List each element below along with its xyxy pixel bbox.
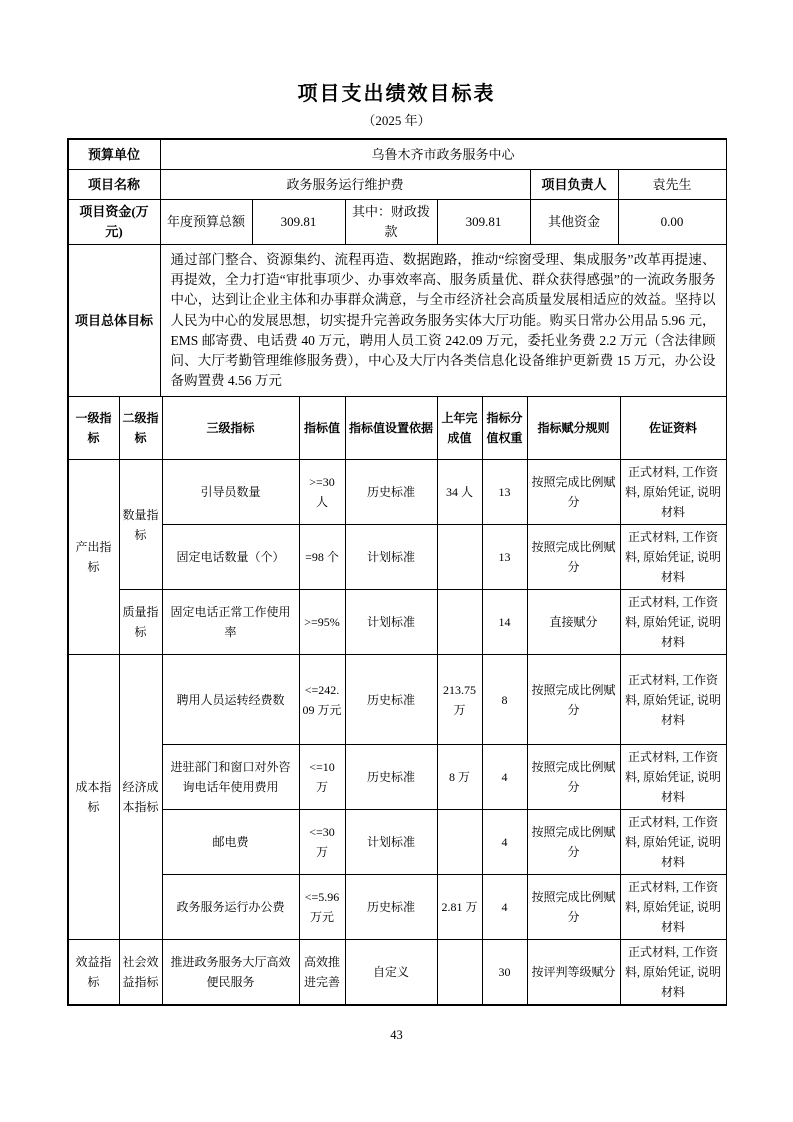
table-row <box>68 745 726 810</box>
table-row <box>68 590 726 655</box>
table-row <box>68 655 726 745</box>
table-row <box>68 940 726 1005</box>
budget-unit-value: 乌鲁木齐市政务服务中心 <box>160 140 726 170</box>
indicator-value: <=242.09 万元 <box>299 655 345 745</box>
table-row <box>68 200 726 245</box>
page-subtitle: （2025 年） <box>362 113 431 128</box>
indicator-name: 聘用人员运转经费数 <box>162 655 299 745</box>
indicator-previous <box>437 940 482 1005</box>
indicator-rule: 按照完成比例赋分 <box>527 655 620 745</box>
project-funds-label: 项目资金(万元) <box>68 200 160 245</box>
col-header-weight: 指标分值权重 <box>482 397 527 460</box>
indicator-weight: 4 <box>482 810 527 875</box>
indicator-name: 引导员数量 <box>162 460 299 525</box>
indicator-weight: 14 <box>482 590 527 655</box>
indicator-table <box>68 396 727 1005</box>
col-header-level3: 三级指标 <box>162 397 299 460</box>
indicator-weight: 4 <box>482 875 527 940</box>
budget-unit-label: 预算单位 <box>68 140 160 170</box>
indicator-weight: 30 <box>482 940 527 1005</box>
indicator-name: 邮电费 <box>162 810 299 875</box>
indicator-basis: 计划标准 <box>345 590 437 655</box>
indicator-previous <box>437 525 482 590</box>
indicator-weight: 8 <box>482 655 527 745</box>
indicator-value: <=30 万 <box>299 810 345 875</box>
indicator-previous: 2.81 万 <box>437 875 482 940</box>
level2-economic-cost: 经济成本指标 <box>119 655 162 940</box>
indicator-basis: 历史标准 <box>345 875 437 940</box>
level1-cost: 成本指标 <box>68 655 119 940</box>
indicator-weight: 4 <box>482 745 527 810</box>
indicator-basis: 计划标准 <box>345 525 437 590</box>
indicator-evidence: 正式材料, 工作资料, 原始凭证, 说明材料 <box>620 875 726 940</box>
col-header-evidence: 佐证资料 <box>620 397 726 460</box>
table-row <box>68 810 726 875</box>
indicator-value: =98 个 <box>299 525 345 590</box>
annual-budget-label: 年度预算总额 <box>160 200 252 245</box>
fiscal-allocation-value: 309.81 <box>437 200 530 245</box>
indicator-evidence: 正式材料, 工作资料, 原始凭证, 说明材料 <box>620 525 726 590</box>
indicator-basis: 历史标准 <box>345 745 437 810</box>
project-name-label: 项目名称 <box>68 170 160 200</box>
indicator-previous: 8 万 <box>437 745 482 810</box>
overall-goal-text: 通过部门整合、资源集约、流程再造、数据跑路，推动“综窗受理、集成服务”改革再提速、再提效，全力打造“审批事项少、办事效率高、服务质量优、群众获得感强”的一流政务服务中心，达到让企业主体和办事群众满意，与全市经济社会高质量发展相适应的效益。坚持以人民为中心的发展思想，切实提升完善政务服务实体大厅功能。购买日常办公用品 5.96 元，EMS 邮寄费、电话费 40 万元，聘用人员工资 242.09 万元，委托业务费 2.2 万元（含法律顾问、大厅考勤管理维修服务费），中心及大厅内各类信息化设备维护更新费 15 万元，办公设备购置费 4.56 万元 <box>160 245 726 397</box>
indicator-evidence: 正式材料, 工作资料, 原始凭证, 说明材料 <box>620 460 726 525</box>
indicator-basis: 历史标准 <box>345 460 437 525</box>
indicator-name: 进驻部门和窗口对外咨询电话年使用费用 <box>162 745 299 810</box>
indicator-name: 固定电话数量（个） <box>162 525 299 590</box>
indicator-weight: 13 <box>482 525 527 590</box>
indicator-header-row <box>68 397 726 460</box>
indicator-name: 政务服务运行办公费 <box>162 875 299 940</box>
indicator-value: >=95% <box>299 590 345 655</box>
indicator-name: 推进政务服务大厅高效便民服务 <box>162 940 299 1005</box>
level1-output: 产出指标 <box>68 460 119 655</box>
table-row <box>68 875 726 940</box>
indicator-basis: 自定义 <box>345 940 437 1005</box>
col-header-level1: 一级指标 <box>68 397 119 460</box>
indicator-value: <=10 万 <box>299 745 345 810</box>
col-header-rule: 指标赋分规则 <box>527 397 620 460</box>
col-header-value: 指标值 <box>299 397 345 460</box>
project-leader-value: 袁先生 <box>618 170 726 200</box>
level2-social-benefit: 社会效益指标 <box>119 940 162 1005</box>
indicator-basis: 历史标准 <box>345 655 437 745</box>
indicator-weight: 13 <box>482 460 527 525</box>
level2-quantity: 数量指标 <box>119 460 162 590</box>
col-header-basis: 指标值设置依据 <box>345 397 437 460</box>
indicator-evidence: 正式材料, 工作资料, 原始凭证, 说明材料 <box>620 810 726 875</box>
indicator-value: >=30 人 <box>299 460 345 525</box>
annual-budget-value: 309.81 <box>252 200 345 245</box>
indicator-evidence: 正式材料, 工作资料, 原始凭证, 说明材料 <box>620 590 726 655</box>
indicator-previous <box>437 590 482 655</box>
level2-quality: 质量指标 <box>119 590 162 655</box>
indicator-evidence: 正式材料, 工作资料, 原始凭证, 说明材料 <box>620 655 726 745</box>
project-leader-label: 项目负责人 <box>530 170 618 200</box>
table-row <box>68 170 726 200</box>
col-header-level2: 二级指标 <box>119 397 162 460</box>
indicator-rule: 按照完成比例赋分 <box>527 525 620 590</box>
indicator-rule: 按评判等级赋分 <box>527 940 620 1005</box>
indicator-previous <box>437 810 482 875</box>
table-row <box>68 245 726 397</box>
table-row <box>68 525 726 590</box>
indicator-value: 高效推进完善 <box>299 940 345 1005</box>
project-name-value: 政务服务运行维护费 <box>160 170 530 200</box>
other-funds-label: 其他资金 <box>530 200 618 245</box>
table-row <box>68 460 726 525</box>
indicator-rule: 按照完成比例赋分 <box>527 875 620 940</box>
indicator-rule: 直接赋分 <box>527 590 620 655</box>
col-header-previous: 上年完成值 <box>437 397 482 460</box>
indicator-evidence: 正式材料, 工作资料, 原始凭证, 说明材料 <box>620 745 726 810</box>
indicator-rule: 按照完成比例赋分 <box>527 810 620 875</box>
indicator-name: 固定电话正常工作使用率 <box>162 590 299 655</box>
indicator-previous: 213.75 万 <box>437 655 482 745</box>
indicator-basis: 计划标准 <box>345 810 437 875</box>
other-funds-value: 0.00 <box>618 200 726 245</box>
overall-goal-label: 项目总体目标 <box>68 245 160 397</box>
indicator-evidence: 正式材料, 工作资料, 原始凭证, 说明材料 <box>620 940 726 1005</box>
indicator-value: <=5.96 万元 <box>299 875 345 940</box>
performance-target-table <box>67 138 727 1006</box>
project-info-table <box>68 139 727 397</box>
page-number: 43 <box>390 1028 403 1042</box>
page-title: 项目支出绩效目标表 <box>297 83 496 105</box>
table-row <box>68 140 726 170</box>
level1-benefit: 效益指标 <box>68 940 119 1005</box>
indicator-rule: 按照完成比例赋分 <box>527 460 620 525</box>
indicator-rule: 按照完成比例赋分 <box>527 745 620 810</box>
fiscal-allocation-label: 其中：财政拨款 <box>345 200 437 245</box>
indicator-previous: 34 人 <box>437 460 482 525</box>
